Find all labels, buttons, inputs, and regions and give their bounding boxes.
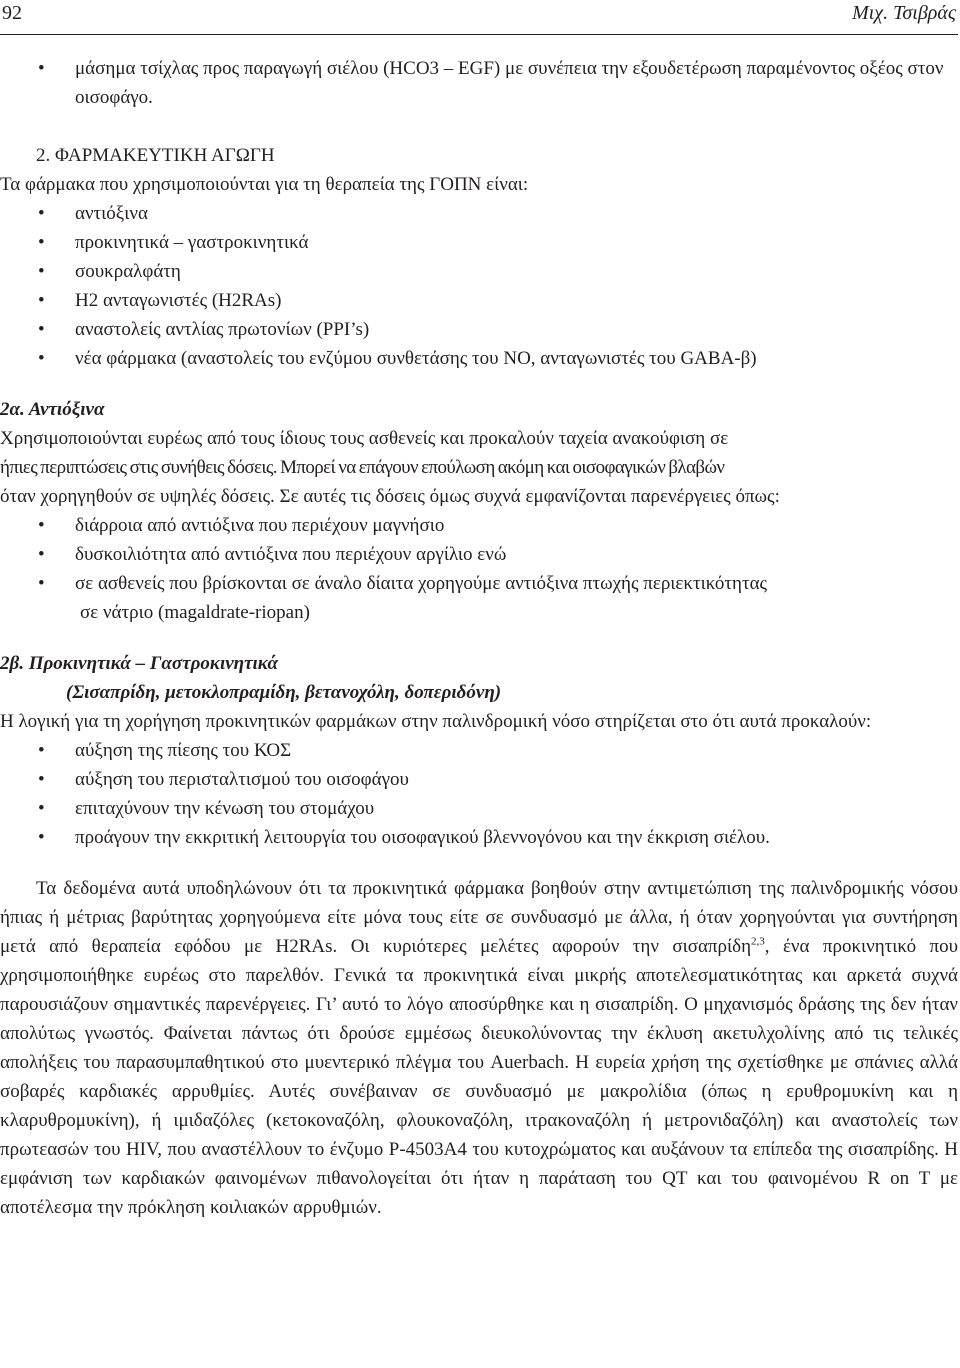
body-text: Τα δεδομένα αυτά υποδηλώνουν ότι τα προκινητικά φάρμακα βοηθούν στην αντιμετώπιση της παλινδρομικής νόσου ήπιας ή μέτριας βαρύτητας χορηγούμενα είτε μόνα τους είτε σε συνδυασμό με άλλα, ή όταν χορηγούνται για συντήρηση μετά από θεραπεία εφόδου με H2RAs. Οι κυριότερες μελέτες αφορούν την σισαπρίδη	[0, 878, 958, 957]
section-2a-body-line-2: ήπιες περιπτώσεις στις συνήθεις δόσεις. Μπορεί να επάγουν επούλωση ακόμη και οισοφαγικών βλαβών	[0, 457, 725, 478]
drug-class-list	[0, 199, 958, 373]
section-2b-body	[0, 874, 958, 1222]
section-heading-2: 2. ΦΑΡΜΑΚΕΥΤΙΚΗ ΑΓΩΓΗ	[36, 145, 275, 166]
list-item: • σε ασθενείς που βρίσκονται σε άναλο δίαιτα χορηγούμε αντιόξινα πτωχής περιεκτικότητας	[0, 569, 958, 598]
list-item: • αύξηση του περισταλτισμού του οισοφάγου	[0, 765, 958, 794]
section-2b-intro: Η λογική για τη χορήγηση προκινητικών φαρμάκων στην παλινδρομική νόσο στηρίζεται στο ότι αυτά προκαλούν:	[0, 711, 872, 732]
section-2a-body-line-3: όταν χορηγηθούν σε υψηλές δόσεις. Σε αυτές τις δόσεις όμως συχνά εμφανίζονται παρενέργειες όπως:	[0, 486, 780, 507]
list-item: • διάρροια από αντιόξινα που περιέχουν μαγνήσιο	[0, 511, 958, 540]
page-number: 92	[2, 2, 22, 24]
section-subheading-2b: (Σισαπρίδη, μετοκλοπραμίδη, βετανοχόλη, δοπεριδόνη)	[66, 682, 502, 703]
list-item-continuation: σε νάτριο (magaldrate-riopan)	[80, 602, 310, 623]
header-rule	[0, 34, 958, 35]
intro-bullet-list	[0, 54, 958, 112]
list-item: • αύξηση της πίεσης του ΚΟΣ	[0, 736, 958, 765]
page-body	[0, 54, 958, 1222]
body-text: , ένα προκινητικό που χρησιμοποιήθηκε ευρέως στο παρελθόν. Γενικά τα προκινητικά είναι μικρής αποτελεσματικότητας και αρκετά συχνά παρουσιάζουν σημαντικές παρενέργειες. Γι’ αυτό το λόγο αποσύρθηκε και η σισαπρίδη. Ο μηχανισμός δράσης της δεν ήταν απολύτως γνωστός. Φαίνεται πάντως ότι δρούσε εμμέσως διευκολύνοντας την έκλυση ακετυλχολίνης από τις τελικές απολήξεις του παρασυμπαθητικού στο μυεντερικό πλέγμα του Auerbach. Η ευρεία χρήση της σχετίσθηκε με σπάνιες αλλά σοβαρές καρδιακές αρρυθμίες. Αυτές συνέβαιναν σε συνδυασμό με μακρολίδια (όπως η ερυθρομυκίνη και η κλαρυθρομυκίνη), ή ιμιδαζόλες (κετοκοναζόλη, φλουκοναζόλη, ιτρακοναζόλη ή μετρονιδαζόλη) και αναστολείς των πρωτεασών του HIV, που αναστέλλουν το ένζυμο P-4503A4 του κυτοχρώματος και αυξάνουν τα επίπεδα της σισαπρίδης. Η εμφάνιση των καρδιακών φαινομένων πιθανολογείται ότι ήταν η παράταση του QT και του φαινομένου R on T με αποτέλεσμα την πρόκληση κοιλιακών αρρυθμιών.	[0, 936, 958, 1218]
running-head-author: Μιχ. Τσιβράς	[852, 2, 956, 24]
list-item: • μάσημα τσίχλας προς παραγωγή σιέλου (HCO3 – EGF) με συνέπεια την εξουδετέρωση παραμένοντος οξέος στον οισοφάγο.	[0, 54, 958, 112]
list-item: • νέα φάρμακα (αναστολείς του ενζύμου συνθετάσης του NO, ανταγωνιστές του GABA-β)	[0, 344, 958, 373]
section-2a-body-line-1: Χρησιμοποιούνται ευρέως από τους ίδιους τους ασθενείς και προκαλούν ταχεία ανακούφιση σε	[0, 428, 729, 449]
list-item: • προάγουν την εκκριτική λειτουργία του οισοφαγικού βλεννογόνου και την έκκριση σιέλου.	[0, 823, 958, 852]
list-item: • αντιόξινα	[0, 199, 958, 228]
prokinetic-effects-list	[0, 736, 958, 852]
section-heading-2a: 2α. Αντιόξινα	[0, 399, 105, 420]
list-item: • αναστολείς αντλίας πρωτονίων (PPI’s)	[0, 315, 958, 344]
running-header	[0, 0, 960, 34]
list-item: • επιταχύνουν την κένωση του στομάχου	[0, 794, 958, 823]
list-item: • H2 ανταγωνιστές (H2RAs)	[0, 286, 958, 315]
citation-superscript: 2,3	[751, 935, 765, 948]
section-2-intro: Τα φάρμακα που χρησιμοποιούνται για τη θεραπεία της ΓΟΠΝ είναι:	[0, 174, 529, 195]
list-item: • σουκραλφάτη	[0, 257, 958, 286]
side-effects-list	[0, 511, 958, 598]
list-item: • δυσκοιλιότητα από αντιόξινα που περιέχουν αργίλιο ενώ	[0, 540, 958, 569]
section-heading-2b: 2β. Προκινητικά – Γαστροκινητικά	[0, 653, 279, 674]
list-item: • προκινητικά – γαστροκινητικά	[0, 228, 958, 257]
